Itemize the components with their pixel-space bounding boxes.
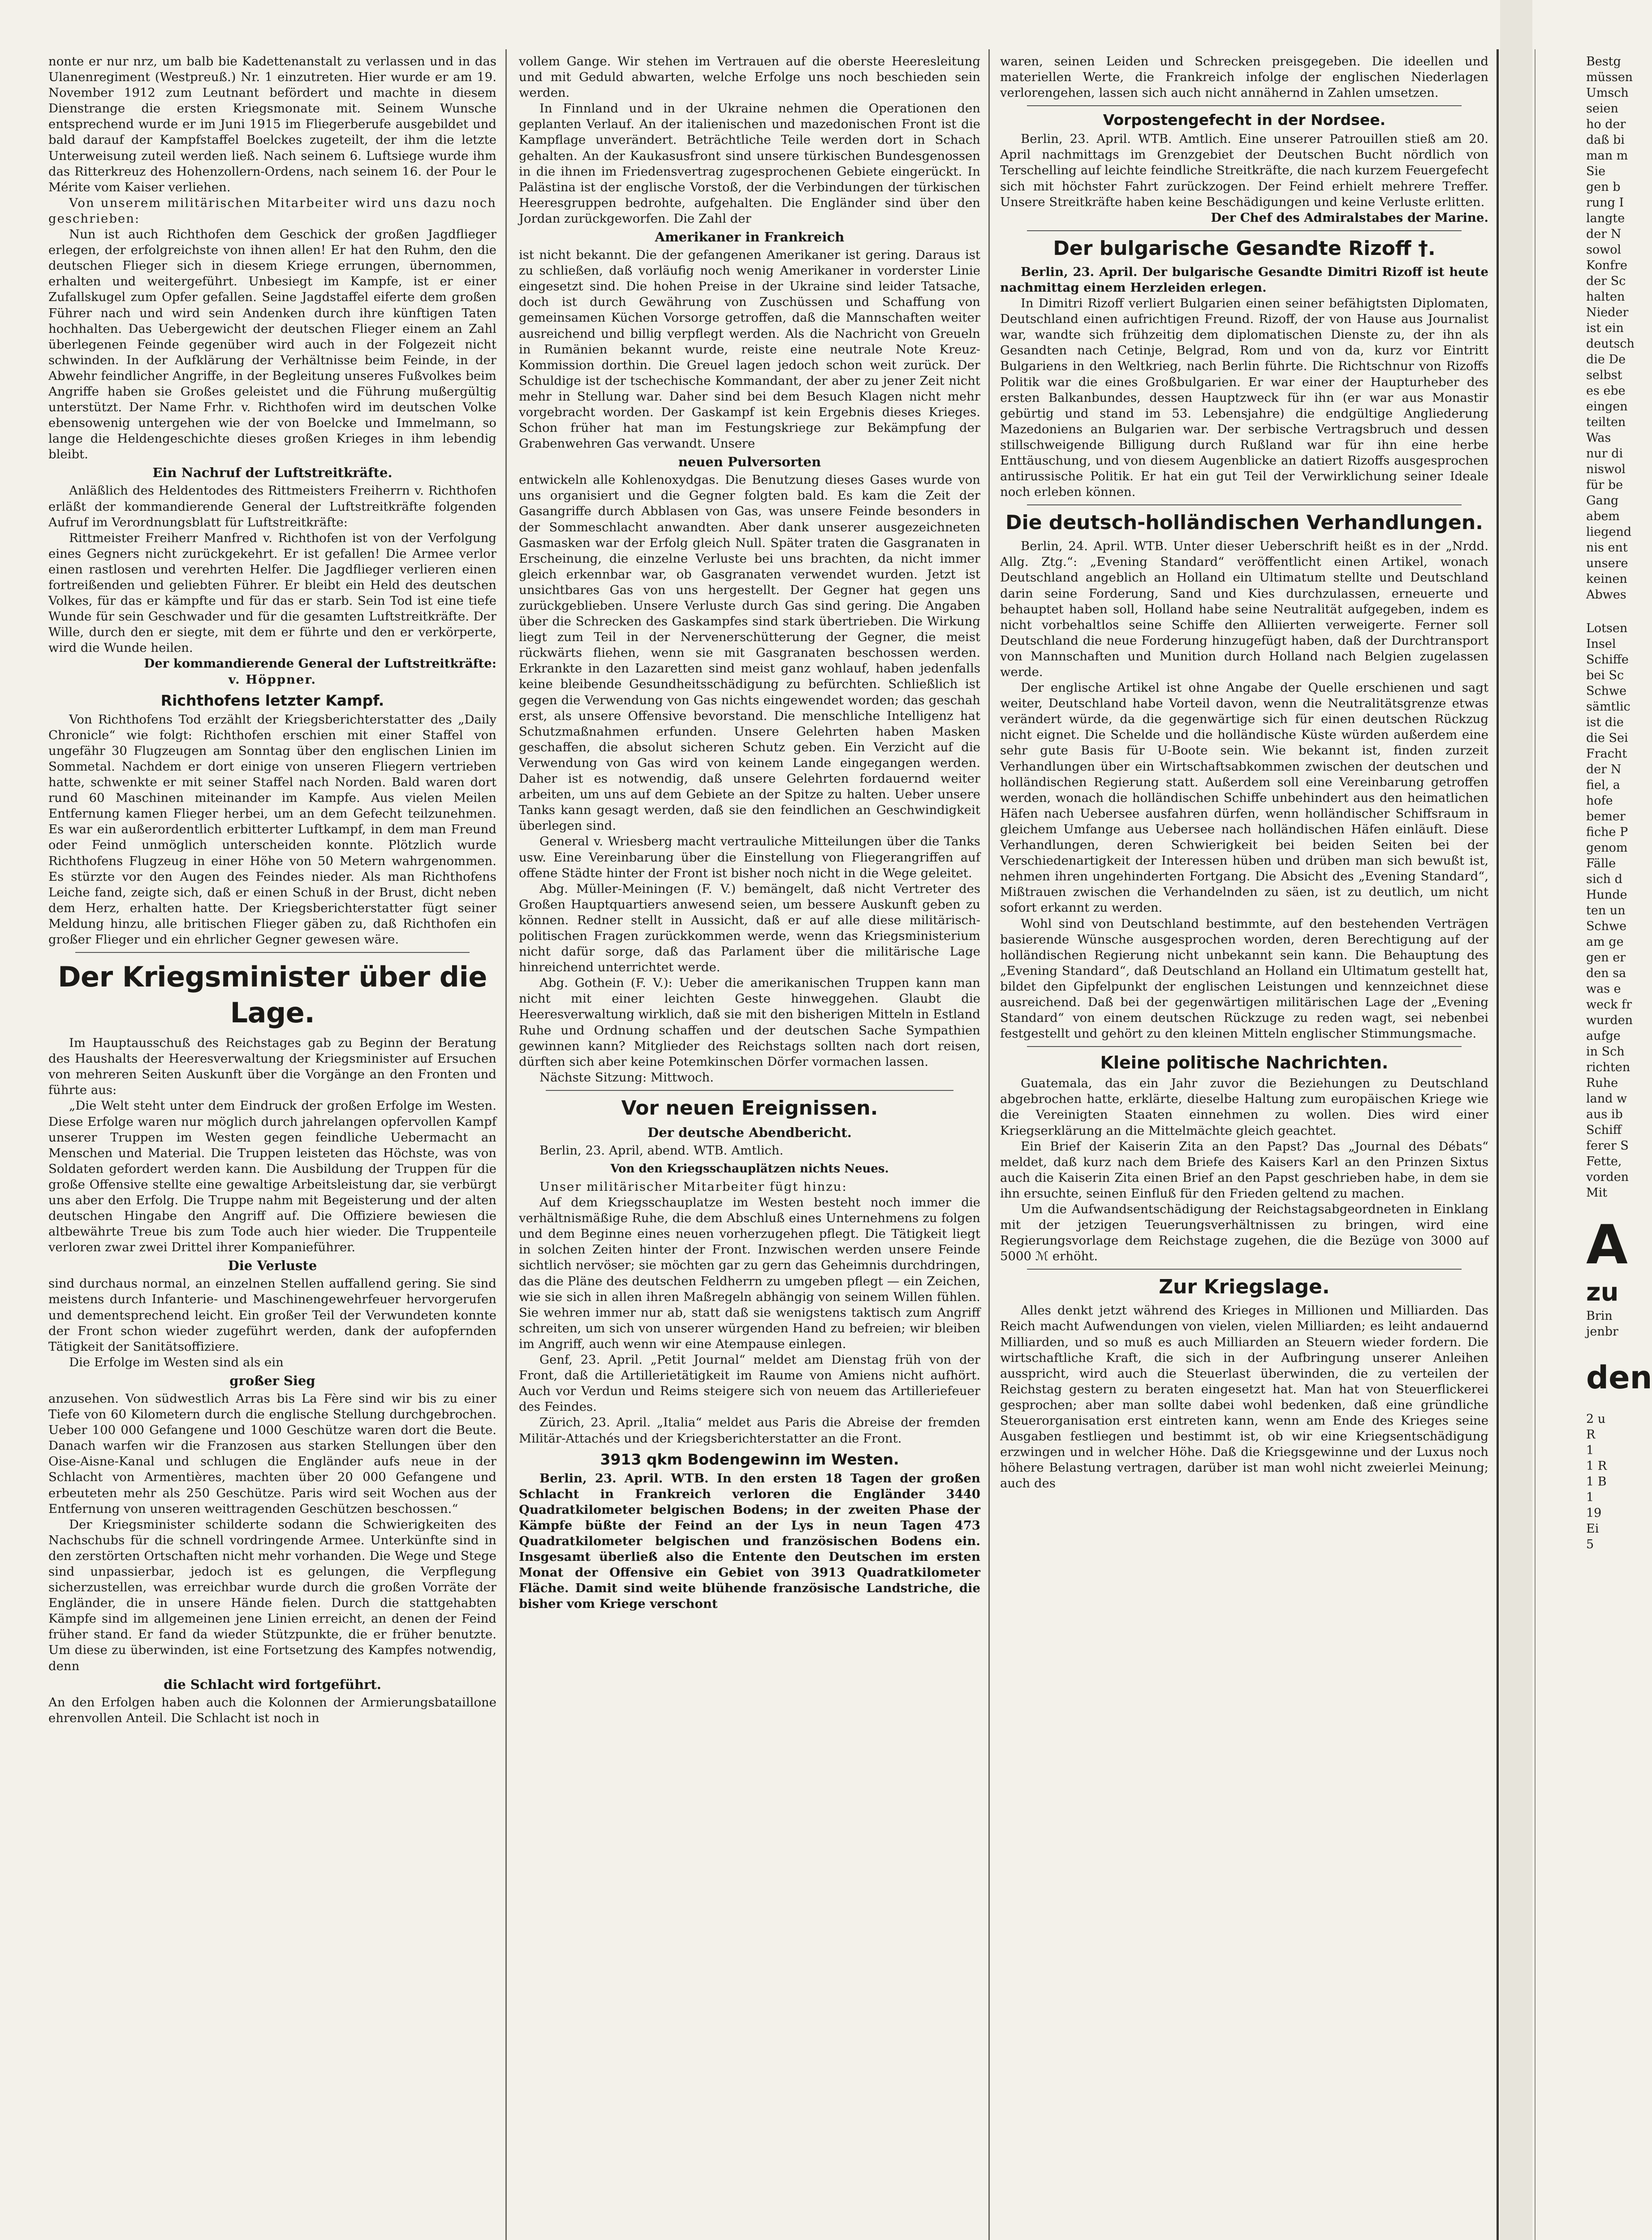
subheading: die Schlacht wird fortgeführt. [164, 1676, 381, 1692]
divider [75, 952, 470, 953]
paragraph: Anläßlich des Heldentodes des Rittmeisters Freiherrn v. Richthofen erläßt der kommandierende General der Luftstreitkräfte folgenden Aufruf im Verordnungsblatt für Luftstreitkräfte: [48, 483, 496, 530]
paragraph: In Finnland und in der Ukraine nehmen die Operationen den geplanten Verlauf. An der italienischen und mazedonischen Front ist die Kampflage unverändert. Beträchtliche Teile werden dort in Schach gehalten. An der Kaukasusfront sind unsere türkischen Bundesgenossen in die ihnen im Friedensvertrag zugesprochenen Gebiete eingerückt. In Palästina ist der englische Vorstoß, der die Verbindungen der türkischen Heeresgruppen bedrohte, aufgehalten. Die Engländer sind über den Jordan zurückgeworfen. Die Zahl der [519, 101, 980, 226]
paragraph: Berlin, 23. April. WTB. Amtlich. Eine unserer Patrouillen stieß am 20. April nachmittags im Grenzgebiet der Deutschen Bucht nördlich von Terschelling auf leichte feindliche Streitkräfte, die nach kurzem Feuergefecht sich mit höchster Fahrt zurückzogen. Der Feind erhielt mehrere Treffer. Unsere Streitkräfte haben keine Beschädigungen und keine Verluste erlitten. [1000, 132, 1488, 209]
cropped-lines [1586, 54, 1635, 603]
cropped-line: 1 R [1586, 1459, 1607, 1473]
cropped-line: Ruhe [1586, 1076, 1618, 1090]
cropped-line: bemer [1586, 810, 1626, 823]
paragraph: Rittmeister Freiherr Manfred v. Richthofen ist von der Verfolgung eines Gegners nicht zurückgekehrt. Er ist gefallen! Die Armee verlor einen rastlosen und verehrten Helfer. Die Jagdflieger verlieren einen fortreißenden und geliebten Führer. Er bleibt ein Held des deutschen Volkes, für das er kämpfte und für das er starb. Sein Tod ist eine tiefe Wunde für sein Geschwader und für die gesamten Luftstreitkräfte. Der Wille, durch den er siegte, mit dem er führte und den er verkörperte, wird die Wunde heilen. [48, 530, 496, 655]
cropped-line: Lotsen [1586, 621, 1628, 635]
signature: Der kommandierende General der Luftstreitkräfte: [144, 656, 496, 671]
signature: Der Chef des Admiralstabes der Marine. [1211, 210, 1488, 225]
cropped-line: Gang [1586, 494, 1619, 508]
paragraph: Im Hauptausschuß des Reichstages gab zu Beginn der Beratung des Haushalts der Heeresverwaltung der Kriegsminister auf Ersuchen von mehreren Seiten Auskunft über die Vorgänge an den Fronten und führte aus: [48, 1036, 496, 1098]
paragraph: In Dimitri Rizoff verliert Bulgarien einen seiner befähigtsten Diplomaten, Deutschland einen aufrichtigen Freund. Rizoff, der von Hause aus Journalist war, wandte sich frühzeitig dem diplomatischen Dienste zu, der ihn als Gesandten nach Cetinje, Belgrad, Rom und von da, kurz vor Eintritt Bulgariens in den Weltkrieg, nach Berlin führte. Die Richtschnur von Rizoffs Politik war die eines Großbulgarien. Er war einer der Haupturheber des ersten Balkanbundes, dessen Hauptzweck für ihn (er war aus Monastir gebürtig und stand im 53. Lebensjahre) die endgültige Angliederung Mazedoniens an Bulgarien war. Der serbische Vertragsbruch und dessen stillschweigende Billigung durch Rußland war für ihn eine herbe Enttäuschung, und von diesem Augenblicke an datiert Rizoffs ausgesprochen antirussische Politik. Er hat ein gut Teil der Verwirklichung seiner Ideale noch erleben können. [1000, 296, 1488, 500]
paragraph: sind durchaus normal, an einzelnen Stellen auffallend gering. Sie sind meistens durch Infanterie- und Maschinengewehrfeuer hervorgerufen und dementsprechend leicht. Ein großer Teil der Verwundeten konnte der Front schon wieder zugeführt werden, dank der aufopfernden Tätigkeit der Sanitätsoffiziere. [48, 1276, 496, 1354]
cropped-line: eingen [1586, 400, 1628, 414]
article-heading: Vorpostengefecht in der Nordsee. [1103, 111, 1386, 129]
cropped-line: Fälle [1586, 857, 1616, 870]
paragraph: anzusehen. Von südwestlich Arras bis La Fère sind wir bis zu einer Tiefe von 60 Kilometern durch die englische Stellung durchgebrochen. Ueber 100 000 Gefangene und 1000 Geschütze waren dort die Beute. Danach warfen wir die Franzosen aus starken Stellungen über den Oise-Aisne-Kanal und schlugen die Engländer aufs neue in der Schlacht von Armentières, machten über 20 000 Gefangene und erbeuteten mehr als 250 Geschütze. Paris wird seit Wochen aus der Entfernung von unseren weittragenden Geschützen beschossen.“ [48, 1391, 496, 1516]
paragraph: Berlin, 23. April. Der bulgarische Gesandte Dimitri Rizoff ist heute nachmittag einem Herzleiden erlegen. [1000, 264, 1488, 295]
cropped-line: nur di [1586, 447, 1623, 461]
cropped-line: nis ent [1586, 541, 1628, 555]
cropped-line: teilten [1586, 415, 1626, 429]
cropped-headline: den [1586, 1359, 1652, 1396]
cropped-line: Schiffe [1586, 653, 1629, 667]
paragraph: Berlin, 23. April. WTB. In den ersten 18 Tagen der großen Schlacht in Frankreich verloren die Engländer 3440 Quadratkilometer belgischen Bodens; in der zweiten Phase der Kämpfe büßte der Feind an der Lys in neun Tagen 473 Quadratkilometer belgischen und französischen Bodens ein. Insgesamt überließ also die Entente den Deutschen im ersten Monat der Offensive ein Gebiet von 3913 Quadratkilometer Fläche. Damit sind weite blühende französische Landstriche, die bisher vom Kriege verschont [519, 1471, 980, 1611]
cropped-line: Schwe [1586, 684, 1627, 698]
article-heading: Kleine politische Nachrichten. [1100, 1053, 1389, 1073]
subheading: Von den Kriegsschauplätzen nichts Neues. [610, 1162, 889, 1176]
article-heading: Richthofens letzter Kampf. [160, 691, 384, 709]
cropped-line: genom [1586, 841, 1628, 855]
cropped-lines [1586, 1411, 1623, 1552]
paragraph: Die Erfolge im Westen sind als ein [69, 1355, 284, 1370]
cropped-line: gen b [1586, 180, 1621, 194]
signature: v. Höppner. [228, 672, 317, 687]
paragraph: Auf dem Kriegsschauplatze im Westen besteht noch immer die verhältnismäßige Ruhe, die dem Abschluß eines Unternehmens zu folgen und dem Beginne eines neuen vorherzugehen pflegt. Die Tätigkeit liegt in solchen Zeiten hinter der Front. Inzwischen werden unsere Feinde sichtlich nervöser; sie möchten gar zu gern das Geheimnis durchdringen, das die Pläne des deutschen Feldherrn zu umgeben pflegt — ein Zeichen, wie sie sich in allen ihren Maßregeln abhängig von seinem Willen fühlen. Sie wehren immer nur ab, statt daß sie wenigstens taktisch zum Angriff schreiten, um sich von unserer würgenden Hand zu befreien; wir bleiben im Angriff, auch wenn wir eine Atempause einlegen. [519, 1195, 980, 1351]
cropped-line: unsere [1586, 556, 1628, 570]
paragraph: Guatemala, das ein Jahr zuvor die Beziehungen zu Deutschland abgebrochen hatte, erklärte, dieselbe Haltung zum europäischen Kriege wie die Vereinigten Staaten einnehmen zu wollen. Dies wird einer Kriegserklärung an die Mittelmächte gleich geachtet. [1000, 1076, 1488, 1138]
article-heading: Der Kriegsminister über die Lage. [58, 961, 487, 1030]
cropped-line: der Sc [1586, 274, 1626, 288]
cropped-line: ist ein [1586, 321, 1624, 335]
cropped-line: am ge [1586, 935, 1624, 949]
cropped-line: aufge [1586, 1029, 1621, 1043]
cropped-line: Mit [1586, 1186, 1608, 1200]
paragraph: Berlin, 24. April. WTB. Unter dieser Ueberschrift heißt es in der „Nrdd. Allg. Ztg.“: „Evening Standard“ veröffentlicht einen Artikel, wonach Deutschland angeblich an Holland ein Ultimatum stellte und Deutschland darin seine Forderung, Sand und Kies durchzulassen, erneuerte und behauptet haben soll, Holland habe seine Neutralität aufgegeben, indem es nicht vorbehaltlos seine Schiffe den Alliierten verweigerte. Ferner soll Deutschland die neue Forderung hinzugefügt haben, daß der Durchtransport von Mannschaften und Munition durch Holland nach Belgien zugelassen werde. [1000, 539, 1488, 679]
cropped-line: rung I [1586, 196, 1624, 210]
cropped-line: Konfre [1586, 258, 1627, 272]
cropped-line: Brin [1586, 1309, 1613, 1323]
paragraph: Nächste Sitzung: Mittwoch. [539, 1070, 714, 1085]
paragraph: Abg. Gothein (F. V.): Ueber die amerikanischen Truppen kann man nicht mit einer leichten Geste hinweggehen. Glaubt die Heeresverwaltung wirklich, daß sie mit den bisherigen Mitteln in Estland Ruhe und Ordnung schaffen und der deutschen Sache Sympathien gewinnen kann? Mitglieder des Reichstags sollten nach dort reisen, dürften sich aber keine Potemkinschen Dörfer vormachen lassen. [519, 976, 980, 1069]
cropped-line: der N [1586, 762, 1622, 776]
subheading: neuen Pulversorten [678, 454, 821, 470]
paragraph: Ein Brief der Kaiserin Zita an den Papst? Das „Journal des Débats“ meldet, daß kurz nach dem Briefe des Kaisers Karl an den Prinzen Sixtus auch die Kaiserin Zita einen Brief an den Papst geschrieben habe, in dem sie ihn ersuchte, seinen Einfluß für den Frieden geltend zu machen. [1000, 1139, 1488, 1201]
page-edge-rule [1497, 49, 1499, 2240]
cropped-line: selbst [1586, 368, 1622, 382]
cropped-lines [1586, 620, 1633, 1201]
paragraph: vollem Gange. Wir stehen im Vertrauen auf die oberste Heeresleitung und mit Geduld abwarten, welche Erfolge uns noch beschieden sein werden. [519, 54, 980, 100]
subheading: Die Verluste [228, 1258, 317, 1274]
subheading: Ein Nachruf der Luftstreitkräfte. [152, 465, 393, 481]
column-rule [1535, 49, 1536, 2240]
paragraph: Der englische Artikel ist ohne Angabe der Quelle erschienen und sagt weiter, Deutschland habe Vorteil davon, wenn die Neutralitätsgrenze etwas verändert würde, da die gegenwärtige sich für einen deutschen Rückzug nicht eignet. Die Schelde und die holländische Küste würden außerdem eine sehr gute Basis für U-Boote sein. Wie bekannt ist, finden zurzeit Verhandlungen über ein Wirtschaftsabkommen zwischen der deutschen und holländischen Regierung statt. Außerdem soll eine Vereinbarung getroffen werden, wonach die holländischen Schiffe unbehindert aus den heimatlichen Häfen nach Uebersee ausfahren dürfen, wenn holländischer Schiffsraum in gleichem Umfange aus Uebersee nach holländischen Häfen einläuft. Diese Verhandlungen, deren Schwierigkeit bei beiden Seiten bei der Verschiedenartigkeit der Interessen hüben und drüben man sich bewußt ist, nehmen ihren ungehinderten Fortgang. Die Absicht des „Evening Standard“, Mißtrauen zwischen die Verhandelnden zu säen, ist zu deutlich, um nicht sofort erkannt zu werden. [1000, 681, 1488, 915]
cropped-line: Sie [1586, 164, 1606, 178]
cropped-line: fiche P [1586, 825, 1628, 839]
column-2 [519, 54, 980, 1612]
cropped-line: die Sei [1586, 731, 1628, 745]
dateline: Berlin, 23. April, abend. WTB. Amtlich. [539, 1143, 784, 1158]
cropped-line: jenbr [1586, 1325, 1618, 1339]
cropped-lines [1586, 1308, 1623, 1340]
cropped-line: vorden [1586, 1170, 1629, 1184]
cropped-line: sich d [1586, 872, 1622, 886]
cropped-line: 1 B [1586, 1475, 1607, 1489]
cropped-line: niswol [1586, 462, 1626, 476]
cropped-line: Insel [1586, 637, 1616, 651]
subheading: Der deutsche Abendbericht. [647, 1124, 852, 1140]
cropped-line: Fracht [1586, 747, 1627, 761]
column-3 [1000, 54, 1488, 1492]
cropped-line: land w [1586, 1092, 1627, 1106]
page-gutter [1500, 0, 1532, 2240]
divider [1027, 504, 1462, 505]
cropped-line: 19 [1586, 1506, 1602, 1520]
cropped-line: fiel, a [1586, 778, 1620, 792]
divider [1027, 1046, 1462, 1047]
paragraph: Von unserem militärischen Mitarbeiter wird uns dazu noch geschrieben: [48, 195, 496, 226]
cropped-line: müssen [1586, 70, 1633, 84]
paragraph: General v. Wriesberg macht vertrauliche Mitteilungen über die Tanks usw. Eine Vereinbarung über die Einstellung von Fliegerangriffen auf offene Städte hinter der Front ist bisher noch nicht in die Wege geleitet. [519, 834, 980, 880]
paragraph: entwickeln alle Kohlenoxydgas. Die Benutzung dieses Gases wurde von uns organisiert und die Gegner folgten bald. Es kam die Zeit der Gasangriffe durch Abblasen von Gas, was unsere Feinde besonders in der Sommeschlacht anwandten. Aber dank unserer ausgezeichneten Gasmasken war der Erfolg gleich Null. Später traten die Gasgranaten in Erscheinung, die einzelne Verluste bei uns brachten, da nicht immer gleich erkennbar war, ob Gasgranaten verwendet wurden. Jetzt ist unsichtbares Gas von uns hergestellt. Der Gegner hat gegen uns zurückgeblieben. Unsere Verluste durch Gas sind gering. Die Angaben über die Schrecken des Gaskampfes sind stark übertrieben. Die Wirkung liegt zum Teil in der Nervenerschütterung der Gegner, die meist rückwärts fliehen, wenn sie mit Gasgranaten beschossen werden. Erkrankte in den Lazaretten sind meist ganz wohlauf, haben jedenfalls keine bleibende Gesundheitsschädigung zu befürchten. Schließlich ist gegen die Verwendung von Gas nichts eingewendet worden; das geschah erst, als unsere Offensive bevorstand. Die menschliche Intelligenz hat Schutzmaßnahmen erfunden. Unsere Gelehrten haben Masken geschaffen, die absolut sicheren Schutz geben. Ein Verzicht auf die Verwendung von Gas wird von keinem Lande eingegangen werden. Daher ist es notwendig, daß unsere Gelehrten fordauernd weiter arbeiten, um uns auf dem Gebiete an der Spitze zu halten. Ueber unsere Tanks kann gesagt werden, daß sie den feindlichen an Geschwindigkeit überlegen sind. [519, 473, 980, 833]
divider [1027, 1269, 1462, 1270]
paragraph: Von Richthofens Tod erzählt der Kriegsberichterstatter des „Daily Chronicle“ wie folgt: Richthofen erschien mit einer Staffel von ungefähr 30 Flugzeugen am Sonntag über den englischen Linien im Sommetal. Nachdem er dort einige von unseren Fliegern vertrieben hatte, schwenkte er mit seiner Staffel nach Norden. Bald waren dort rund 60 Maschinen miteinander im Kampfe. Aus vielen Meilen Entfernung kamen Flieger herbei, um an dem Gefecht teilzunehmen. Es war ein außerordentlich erbitterter Luftkampf, in dem man Freund oder Feind unmöglich unterscheiden konnte. Plötzlich wurde Richthofens Flugzeug in einer Höhe von 50 Metern wahrgenommen. Es stürzte vor den Augen des Feindes nieder. Als man Richthofens Leiche fand, zeigte sich, daß er einen Schuß in der Brust, dicht neben dem Herz, erhalten hatte. Der Kriegsberichterstatter fügt seiner Meldung hinzu, alle britischen Flieger gäben zu, daß Richthofen ein großer Flieger und ein ehrlicher Gegner gewesen wäre. [48, 712, 496, 947]
article-heading: Vor neuen Ereignissen. [621, 1096, 878, 1120]
subheading: großer Sieg [229, 1373, 315, 1388]
paragraph: waren, seinen Leiden und Schrecken preisgegeben. Die ideellen und materiellen Werte, die Frankreich infolge der englischen Niederlagen verlorengehen, lassen sich auch nicht annähernd in Zahlen umsetzen. [1000, 54, 1488, 100]
column-4-cropped [1586, 54, 1652, 1552]
column-1 [48, 54, 496, 1726]
column-rule [988, 49, 990, 2240]
cropped-line: es ebe [1586, 384, 1626, 398]
cropped-line: was e [1586, 982, 1621, 996]
cropped-line: für be [1586, 478, 1623, 492]
paragraph: Abg. Müller-Meiningen (F. V.) bemängelt, daß nicht Vertreter des Großen Hauptquartiers anwesend seien, um bessere Auskunft geben zu können. Redner stellt in Aussicht, daß er auf alle diese militärisch-politischen Fragen zurückkommen werde, wenn das Kriegsministerium nicht dafür sorge, daß das Parlament über die militärische Lage hinreichend unterrichtet werde. [519, 881, 980, 975]
cropped-line: Fette, [1586, 1154, 1622, 1168]
divider [1027, 230, 1462, 231]
article-heading: 3913 qkm Bodengewinn im Westen. [600, 1450, 899, 1468]
cropped-line: den sa [1586, 966, 1626, 980]
paragraph: Zürich, 23. April. „Italia“ meldet aus Paris die Abreise der fremden Militär-Attachés und der Kriegsberichterstatter an die Front. [519, 1415, 980, 1446]
cropped-line: ist die [1586, 715, 1624, 729]
paragraph: Um die Aufwandsentschädigung der Reichstagsabgeordneten in Einklang mit der jetzigen Teuerungsverhältnissen zu bringen, wird eine Regierungsvorlage dem Reichstage zugehen, die die Bezüge von 3000 auf 5000 ℳ erhöht. [1000, 1202, 1488, 1264]
cropped-line: 1 [1586, 1443, 1594, 1457]
cropped-line: ten un [1586, 904, 1626, 918]
column-rule [505, 49, 507, 2240]
cropped-line: Nieder [1586, 306, 1629, 319]
cropped-line: bei Sc [1586, 668, 1624, 682]
article-heading: Zur Kriegslage. [1159, 1275, 1330, 1299]
cropped-headline: zu [1586, 1278, 1619, 1307]
paragraph: Genf, 23. April. „Petit Journal“ meldet am Dienstag früh von der Front, daß die Artillerietätigkeit im Raume von Amiens nicht aufhört. Auch vor Verdun und Reims steigere sich von neuem das Artilleriefeuer des Feindes. [519, 1353, 980, 1414]
cropped-line: ho der [1586, 117, 1626, 131]
cropped-line: Abwes [1586, 588, 1626, 602]
cropped-line: ferer S [1586, 1139, 1629, 1153]
paragraph: Wohl sind von Deutschland bestimmte, auf den bestehenden Verträgen basierende Wünsche ausgesprochen worden, deren Berechtigung auf der holländischen Regierung nicht unbekannt sein kann. Die Behauptung des „Evening Standard“, daß Deutschland an Holland ein Ultimatum gestellt hat, bildet den Gipfelpunkt der englischen Leistungen und kennzeichnet diese ausreichend. Daß bei der gegenwärtigen militärischen Lage der „Evening Standard“ von einem deutschen Rückzuge zu reden wagt, sei nebenbei festgestellt und gehört zu den kleinen Mitteln englischer Stimmungsmache. [1000, 916, 1488, 1041]
cropped-line: 1 [1586, 1490, 1594, 1504]
cropped-line: abem [1586, 509, 1620, 523]
cropped-headline: A [1586, 1214, 1628, 1276]
cropped-line: daß bi [1586, 133, 1625, 147]
paragraph: Nun ist auch Richthofen dem Geschick der großen Jagdflieger erlegen, der erfolgreichste von ihnen allen! Er hat den Ruhm, den die deutschen Flieger sich in diesem Kriege errungen, übernommen, erhalten und weitergeführt. Unbesiegt im Kampfe, ist er einer Zufallskugel zum Opfer gefallen. Seine Jagdstaffel eiferte dem großen Führer nach und wird sein Andenken durch ihre künftigen Taten hochhalten. Das Uebergewicht der deutschen Flieger einem an Zahl überlegenen Feinde gegenüber wird auch in der Folgezeit nicht schwinden. In der Aufklärung der Verhältnisse beim Feinde, in der Abwehr feindlicher Angriffe, in der Begleitung unseres Fußvolkes beim Angriffe haben sie Großes geleistet und die Führung mußergültig unterstützt. Der Name Frhr. v. Richthofen wird im deutschen Volke ebensowenig untergehen wie der von Boelcke und Immelmann, so lange die Heldengeschichte dieses großen Krieges in ihm lebendig bleibt. [48, 227, 496, 462]
cropped-line: Ei [1586, 1522, 1599, 1536]
article-heading: Die deutsch-holländischen Verhandlungen. [1005, 511, 1483, 534]
cropped-line: 5 [1586, 1538, 1594, 1551]
paragraph: ist nicht bekannt. Die der gefangenen Amerikaner ist gering. Daraus ist zu schließen, daß vorläufig noch wenig Amerikaner in vorderster Linie eingesetzt sind. Die hohen Preise in der Ukraine sind leider Tatsache, doch ist durch Gewährung von Zuschüssen und Schaffung von gemeinsamen Küchen Vorsorge getroffen, daß die Mannschaften weiter ausreichend und billig verpflegt werden. Als die Nachricht von Greueln in Rumänien bekannt wurde, reiste eine neutrale Note Kreuz-Kommission dorthin. Die Greuel lagen jedoch schon weit zurück. Der Schuldige ist der tschechische Kommandant, der aber zu jener Zeit nicht mehr in Stellung war. Daher sind bei dem Besuch Klagen nicht mehr vorgebracht worden. Der Gaskampf ist kein Ergebnis dieses Krieges. Schon früher hat man im Festungskriege zur Bekämpfung der Grabenwehren Gas verwandt. Unsere [519, 248, 980, 451]
cropped-line: R [1586, 1428, 1596, 1442]
article-heading: Der bulgarische Gesandte Rizoff †. [1053, 237, 1436, 260]
cropped-line: gen er [1586, 951, 1626, 965]
divider [546, 1090, 953, 1091]
paragraph: „Die Welt steht unter dem Eindruck der großen Erfolge im Westen. Diese Erfolge waren nur möglich durch jahrelangen opfervollen Kampf unserer Truppen im Westen gegen feindliche Uebermacht an Menschen und Material. Die Truppen leisteten das Höchste, was von Soldaten gefordert werden kann. Die Ausbildung der Truppen für die große Offensive stellte eine gewaltige Arbeitsleistung dar, sie verbürgt uns aber den Erfolg. Die Truppe nahm mit Begeisterung und der alten deutschen Hingabe den Angriff auf. Die Offiziere bewiesen die altbewährte Treue bis zum Tode auch hier wieder. Die Truppenteile verloren zwar zwei Drittel ihrer Kompanieführer. [48, 1098, 496, 1255]
cropped-line: 2 u [1586, 1412, 1606, 1426]
cropped-line: deutsch [1586, 337, 1635, 351]
paragraph: nonte er nur nrz, um balb bie Kadettenanstalt zu verlassen und in das Ulanenregiment (Westpreuß.) Nr. 1 einzutreten. Hier wurde er am 19. November 1912 zum Leutnant befördert und machte in diesem Dienstrange die ersten Kriegsmonate mit. Seinem Wunsche entsprechend wurde er im Juni 1915 im Fliegerberufe ausgebildet und bald darauf der Kampfstaffel Boelckes zugeteilt, der ihm die letzte Unterweisung zuteil werden ließ. Nach seinem 6. Luftsiege wurde ihm das Ritterkreuz des Hohenzollern-Ordens, nach seinem 16. der Pour le Mérite vom Kaiser verliehen. [48, 54, 496, 194]
cropped-line: der N [1586, 227, 1622, 241]
paragraph: Unser militärischer Mitarbeiter fügt hinzu: [539, 1180, 847, 1194]
cropped-line: Was [1586, 431, 1611, 445]
cropped-line: Schwe [1586, 919, 1627, 933]
paragraph: An den Erfolgen haben auch die Kolonnen der Armierungsbataillone ehrenvollen Anteil. Die Schlacht ist noch in [48, 1695, 496, 1725]
cropped-line: aus ib [1586, 1107, 1623, 1121]
cropped-line: keinen [1586, 572, 1627, 586]
paragraph: Der Kriegsminister schilderte sodann die Schwierigkeiten des Nachschubs für die schnell vordringende Armee. Unterkünfte sind in den zerstörten Ortschaften nicht mehr vorhanden. Die Wege und Stege sind unpassierbar, jedoch ist es gelungen, die Verpflegung sicherzustellen, was erreichbar wurde durch die großen Vorräte der Engländer, die in unsere Hände fielen. Durch die stattgehabten Kämpfe sind im allgemeinen jene Linien erreicht, an denen der Feind früher stand. Er fand da wieder Stützpunkte, die er früher benutzte. Um diese zu überwinden, ist eine Fortsetzung des Kampfes notwendig, denn [48, 1517, 496, 1673]
cropped-line: sämtlic [1586, 700, 1630, 714]
cropped-line: langte [1586, 211, 1625, 225]
cropped-line: die De [1586, 353, 1626, 366]
cropped-line: in Sch [1586, 1045, 1625, 1059]
subheading: Amerikaner in Frankreich [655, 229, 845, 245]
cropped-line: weck fr [1586, 998, 1632, 1012]
paragraph: Alles denkt jetzt während des Krieges in Millionen und Milliarden. Das Reich macht Aufwendungen von vielen, vielen Milliarden; es leiht andauernd Milliarden, und so muß es auch Milliarden an Steuern wieder fordern. Die wirtschaftliche Kraft, die sich in der Aufbringung unserer Anleihen ausspricht, wird auch die Steuerlast überwinden, die zu verteilen der Reichstag gestern zu beraten eingesetzt hat. Man hat von Steuerflickerei gesprochen; aber man sollte dabei wohl bedenken, daß eine gründliche Steuerorganisation erst eintreten kann, wenn am Ende des Krieges seine Ausgaben festliegen und bestimmt ist, ob wir eine Kriegsentschädigung erzwingen und in welcher Höhe. Daß die Kriegsgewinne und der Luxus noch höhere Belastung vertragen, darüber ist man wohl nicht zweierlei Meinung; auch des [1000, 1303, 1488, 1491]
cropped-line: Schiff [1586, 1123, 1622, 1137]
cropped-line: halten [1586, 290, 1625, 304]
cropped-line: seien [1586, 102, 1618, 116]
cropped-line: Umsch [1586, 86, 1629, 100]
cropped-line: Hunde [1586, 888, 1627, 902]
cropped-line: hofe [1586, 794, 1613, 808]
cropped-line: wurden [1586, 1013, 1633, 1027]
cropped-line: richten [1586, 1060, 1630, 1074]
cropped-line: Bestg [1586, 55, 1621, 69]
divider [1027, 105, 1462, 106]
cropped-line: sowol [1586, 243, 1622, 257]
cropped-line: man m [1586, 149, 1628, 163]
cropped-line: liegend [1586, 525, 1632, 539]
